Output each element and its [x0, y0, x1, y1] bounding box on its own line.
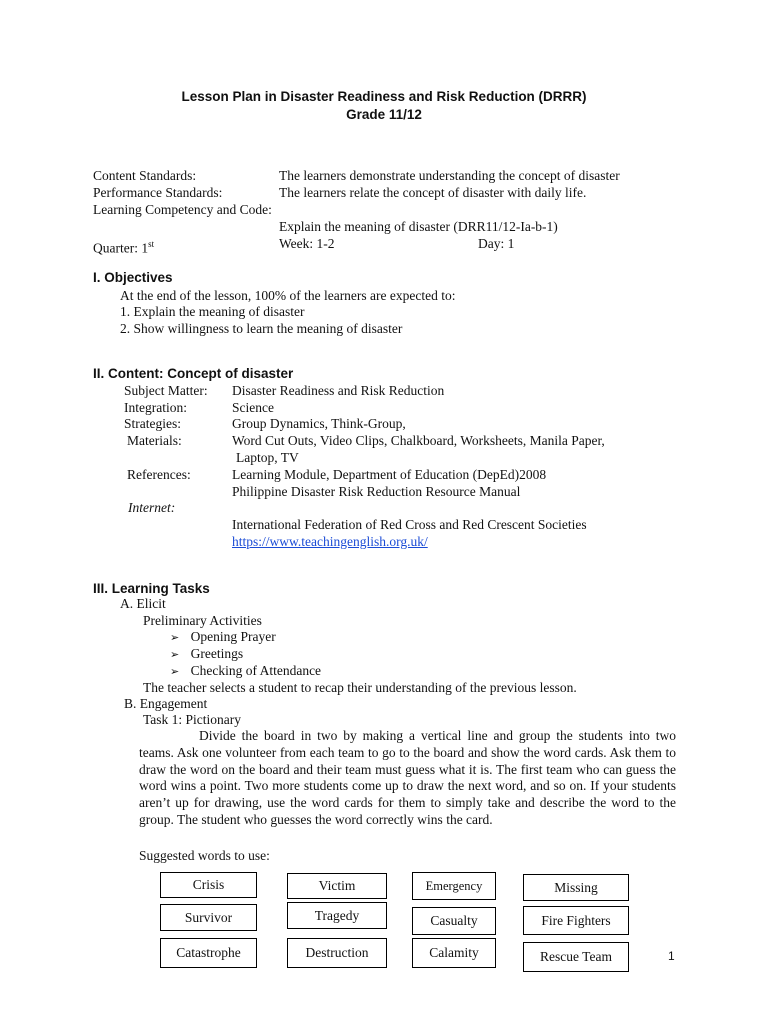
performance-standards-value: The learners relate the concept of disaster with daily life. — [279, 185, 587, 200]
references-value: Learning Module, Department of Education (DepEd)2008 — [232, 467, 547, 482]
objectives-intro: At the end of the lesson, 100% of the learners are expected to: — [120, 288, 456, 303]
list-item-label: Opening Prayer — [190, 629, 276, 644]
integration-value: Science — [232, 400, 274, 415]
strategies-label: Strategies: — [124, 416, 181, 431]
performance-standards-label: Performance Standards: — [93, 185, 223, 200]
list-item — [170, 646, 243, 663]
pictionary-instructions — [139, 728, 676, 829]
references-value-cont: Philippine Disaster Risk Reduction Resource Manual — [232, 484, 521, 499]
list-item-label: Checking of Attendance — [190, 663, 322, 678]
word-card: Missing — [523, 874, 629, 901]
word-card: Rescue Team — [523, 942, 629, 972]
word-card: Calamity — [412, 938, 496, 968]
content-standards-value: The learners demonstrate understanding the concept of disaster — [279, 168, 620, 183]
word-card: Casualty — [412, 907, 496, 935]
word-card: Crisis — [160, 872, 257, 898]
internet-label: Internet: — [128, 500, 176, 515]
materials-value: Word Cut Outs, Video Clips, Chalkboard, Worksheets, Manila Paper, — [232, 433, 605, 448]
list-item-label: Greetings — [190, 646, 244, 661]
word-card: Tragedy — [287, 902, 387, 929]
word-card: Fire Fighters — [523, 906, 629, 935]
engagement-label: B. Engagement — [124, 696, 208, 711]
arrow-bullet-icon: ➢ — [170, 649, 180, 661]
materials-label: Materials: — [127, 433, 182, 448]
internet-link[interactable]: https://www.teachingenglish.org.uk/ — [232, 534, 428, 549]
pictionary-text: Divide the board in two by making a vertical line and group the students into two teams. Ask one volunteer from each team to go to the board and show the word cards. Ask them to draw the word on the board and their team must guess what it is. The first team who can guess the word wins a point. Two more students come up to draw the next word, and so on. If your students aren’t up for drawing, use the word cards for them to simply take and describe the word to the group. The student who guesses the word correctly wins the card. — [139, 728, 676, 827]
learning-tasks-heading: III. Learning Tasks — [93, 581, 210, 596]
elicit-label: A. Elicit — [120, 596, 166, 611]
subject-matter-label: Subject Matter: — [124, 383, 208, 398]
word-card: Emergency — [412, 872, 496, 900]
day: Day: 1 — [478, 236, 515, 251]
arrow-bullet-icon: ➢ — [170, 666, 180, 678]
task-title: Task 1: Pictionary — [143, 712, 242, 727]
materials-value-cont: Laptop, TV — [236, 450, 299, 465]
objective-item: 1. Explain the meaning of disaster — [120, 304, 305, 319]
objectives-heading: I. Objectives — [93, 270, 173, 285]
word-card: Survivor — [160, 904, 257, 931]
list-item — [170, 629, 276, 646]
document-title: Lesson Plan in Disaster Readiness and Risk Reduction (DRRR) — [181, 89, 587, 104]
competency-label: Learning Competency and Code: — [93, 202, 272, 217]
strategies-value: Group Dynamics, Think-Group, — [232, 416, 406, 431]
integration-label: Integration: — [124, 400, 187, 415]
quarter-label: Quarter: 1 — [93, 240, 149, 256]
suggested-words-label: Suggested words to use: — [139, 848, 270, 863]
word-card: Destruction — [287, 938, 387, 968]
content-heading: II. Content: Concept of disaster — [93, 366, 294, 381]
page-number: 1 — [668, 949, 675, 963]
content-standards-label: Content Standards: — [93, 168, 197, 183]
grade-subtitle: Grade 11/12 — [346, 107, 422, 122]
preliminary-activities: Preliminary Activities — [143, 613, 262, 628]
competency-value: Explain the meaning of disaster (DRR11/12-Ia-b-1) — [279, 219, 558, 234]
recap-text: The teacher selects a student to recap their understanding of the previous lesson. — [143, 680, 577, 695]
quarter — [93, 236, 154, 257]
references-label: References: — [127, 467, 191, 482]
word-card: Catastrophe — [160, 938, 257, 968]
week: Week: 1-2 — [279, 236, 335, 251]
objective-item: 2. Show willingness to learn the meaning of disaster — [120, 321, 403, 336]
arrow-bullet-icon: ➢ — [170, 632, 180, 644]
subject-matter-value: Disaster Readiness and Risk Reduction — [232, 383, 445, 398]
word-card: Victim — [287, 873, 387, 899]
internet-value: International Federation of Red Cross and Red Crescent Societies — [232, 517, 587, 532]
list-item — [170, 663, 321, 680]
quarter-sup: st — [148, 239, 155, 249]
